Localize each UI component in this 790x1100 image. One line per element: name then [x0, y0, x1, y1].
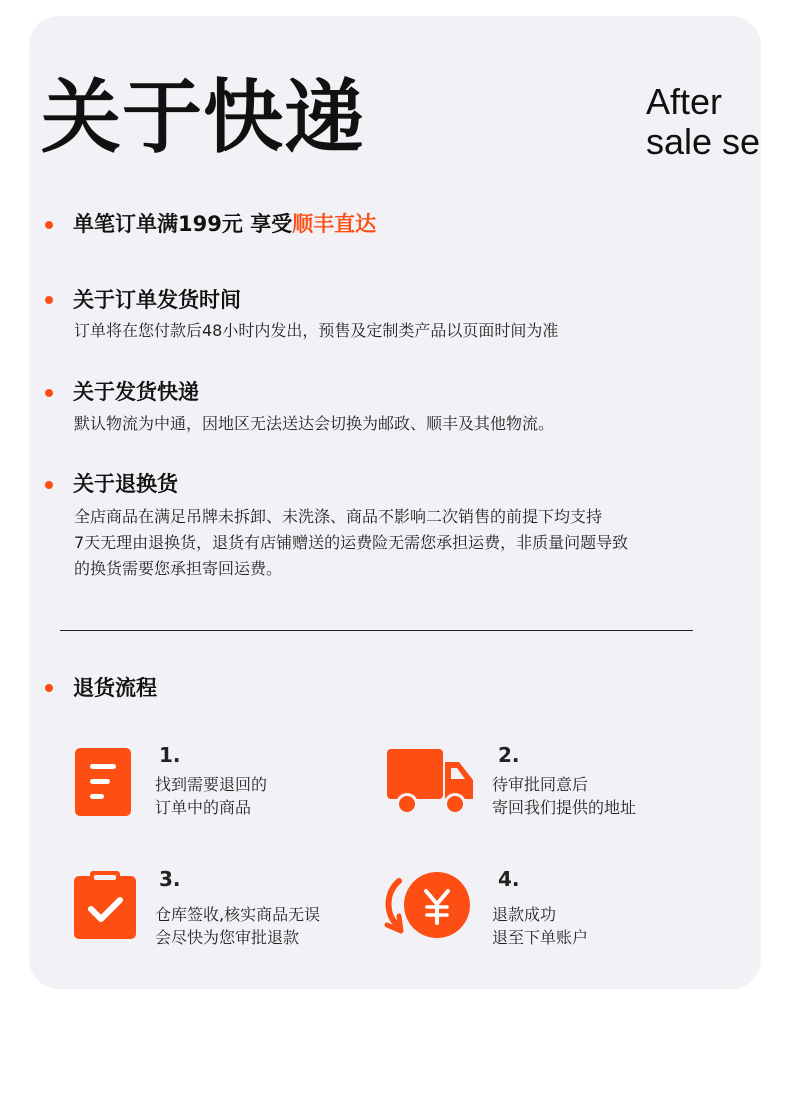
bullet-dot	[45, 296, 53, 304]
bullet-dot	[45, 221, 53, 229]
yuan-refund-icon	[381, 871, 473, 943]
step-description	[492, 773, 636, 819]
body-line: 订单将在您付款后48小时内发出，预售及定制类产品以页面时间为准	[74, 321, 559, 340]
step-description	[155, 773, 267, 819]
bullet-dot	[45, 481, 53, 489]
page-title: 关于快递	[41, 71, 365, 164]
process-heading: 退货流程	[73, 676, 157, 700]
step-line: 仓库签收,核实商品无误	[155, 905, 321, 924]
section-body-dispatch-time	[74, 318, 714, 344]
step-line: 订单中的商品	[155, 798, 252, 817]
step-line: 会尽快为您审批退款	[155, 928, 300, 947]
step-line: 找到需要退回的	[155, 775, 268, 794]
section-heading-dispatch-time: 关于订单发货时间	[73, 288, 241, 312]
step-description	[492, 903, 588, 949]
section-heading-returns: 关于退换货	[73, 472, 178, 496]
bullet-dot	[45, 389, 53, 397]
delivery-truck-icon	[387, 749, 473, 821]
step-line: 寄回我们提供的地址	[492, 798, 637, 817]
body-line: 7天无理由退换货，退货有店铺赠送的运费险无需您承担运费，非质量问题导致	[74, 533, 629, 552]
step-number: 4.	[498, 867, 520, 891]
document-icon	[75, 748, 131, 820]
heading-highlight: 顺丰直达	[292, 212, 377, 236]
info-card	[29, 16, 761, 989]
step-number: 2.	[498, 743, 520, 767]
side-text-line-1: After	[646, 81, 723, 122]
section-divider	[60, 630, 693, 631]
heading-text: 单笔订单满199元 享受	[73, 212, 293, 236]
step-line: 退至下单账户	[492, 928, 589, 947]
step-number: 1.	[159, 743, 181, 767]
step-number: 3.	[159, 867, 181, 891]
bullet-dot	[45, 684, 53, 692]
side-english-text	[646, 82, 760, 162]
step-description	[155, 903, 320, 949]
side-text-line-2: sale se	[646, 121, 761, 162]
step-line: 退款成功	[492, 905, 557, 924]
section-heading-shipping-offer	[73, 210, 376, 238]
body-line: 全店商品在满足吊牌未拆卸、未洗涤、商品不影响二次销售的前提下均支持	[74, 507, 603, 526]
body-line: 的换货需要您承担寄回运费。	[74, 559, 283, 578]
section-heading-courier: 关于发货快递	[73, 380, 199, 404]
section-body-courier	[74, 411, 714, 437]
section-body-returns	[74, 504, 714, 582]
clipboard-check-icon	[74, 871, 136, 943]
body-line: 默认物流为中通，因地区无法送达会切换为邮政、顺丰及其他物流。	[74, 414, 555, 433]
step-line: 待审批同意后	[492, 775, 589, 794]
